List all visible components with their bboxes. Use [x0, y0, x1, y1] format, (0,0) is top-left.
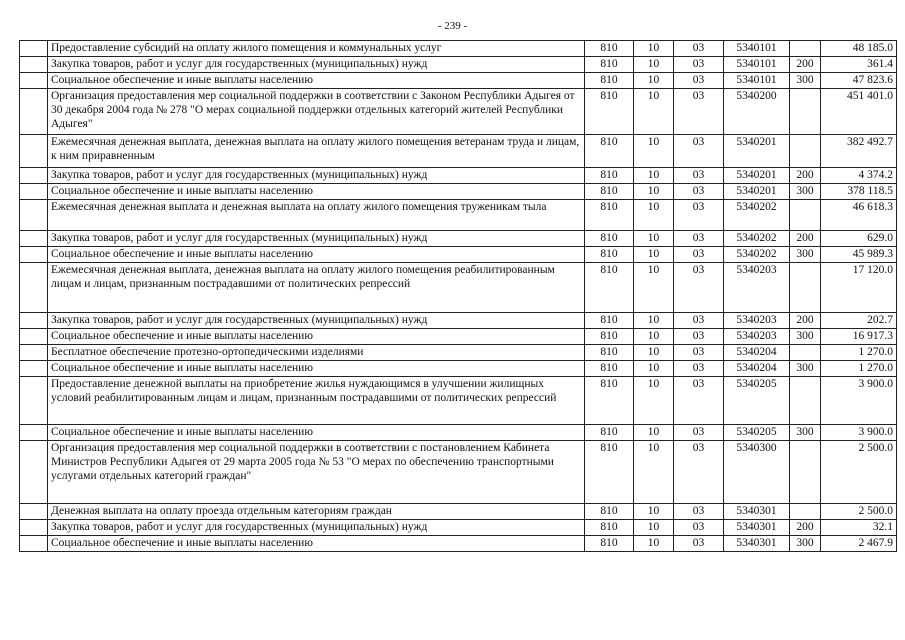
amount-cell: 46 618.3 — [821, 200, 897, 231]
row-marker-cell — [20, 57, 48, 73]
target-article-cell: 5340202 — [724, 247, 790, 263]
expense-type-cell: 300 — [790, 361, 821, 377]
subsection-code-cell: 03 — [674, 57, 724, 73]
expense-type-cell: 300 — [790, 425, 821, 441]
amount-cell: 3 900.0 — [821, 377, 897, 425]
expense-type-cell: 200 — [790, 313, 821, 329]
target-article-cell: 5340101 — [724, 41, 790, 57]
section-code-cell: 10 — [634, 441, 674, 504]
row-name-cell: Денежная выплата на оплату проезда отдельным категориям граждан — [48, 504, 585, 520]
row-name-cell: Закупка товаров, работ и услуг для государственных (муниципальных) нужд — [48, 313, 585, 329]
amount-cell: 1 270.0 — [821, 345, 897, 361]
target-article-cell: 5340301 — [724, 536, 790, 552]
row-marker-cell — [20, 200, 48, 231]
row-marker-cell — [20, 425, 48, 441]
subsection-code-cell: 03 — [674, 89, 724, 135]
row-marker-cell — [20, 377, 48, 425]
ved-code-cell: 810 — [585, 247, 634, 263]
row-marker-cell — [20, 73, 48, 89]
ved-code-cell: 810 — [585, 184, 634, 200]
row-name-cell: Закупка товаров, работ и услуг для государственных (муниципальных) нужд — [48, 168, 585, 184]
target-article-cell: 5340204 — [724, 345, 790, 361]
subsection-code-cell: 03 — [674, 345, 724, 361]
expense-type-cell: 200 — [790, 520, 821, 536]
table-row — [20, 247, 897, 263]
target-article-cell: 5340301 — [724, 504, 790, 520]
amount-cell: 47 823.6 — [821, 73, 897, 89]
row-marker-cell — [20, 263, 48, 313]
subsection-code-cell: 03 — [674, 313, 724, 329]
table-row — [20, 184, 897, 200]
row-marker-cell — [20, 89, 48, 135]
row-name-cell: Социальное обеспечение и иные выплаты населению — [48, 425, 585, 441]
amount-cell: 32.1 — [821, 520, 897, 536]
row-name-cell: Предоставление субсидий на оплату жилого помещения и коммунальных услуг — [48, 41, 585, 57]
ved-code-cell: 810 — [585, 263, 634, 313]
amount-cell: 451 401.0 — [821, 89, 897, 135]
ved-code-cell: 810 — [585, 361, 634, 377]
target-article-cell: 5340201 — [724, 135, 790, 168]
target-article-cell: 5340201 — [724, 168, 790, 184]
amount-cell: 48 185.0 — [821, 41, 897, 57]
subsection-code-cell: 03 — [674, 231, 724, 247]
section-code-cell: 10 — [634, 184, 674, 200]
target-article-cell: 5340200 — [724, 89, 790, 135]
ved-code-cell: 810 — [585, 377, 634, 425]
table-row — [20, 89, 897, 135]
amount-cell: 3 900.0 — [821, 425, 897, 441]
table-row — [20, 345, 897, 361]
expense-type-cell — [790, 89, 821, 135]
table-row — [20, 329, 897, 345]
row-marker-cell — [20, 184, 48, 200]
section-code-cell: 10 — [634, 41, 674, 57]
table-row — [20, 168, 897, 184]
row-marker-cell — [20, 329, 48, 345]
amount-cell: 202.7 — [821, 313, 897, 329]
amount-cell: 17 120.0 — [821, 263, 897, 313]
expense-type-cell: 300 — [790, 184, 821, 200]
section-code-cell: 10 — [634, 247, 674, 263]
subsection-code-cell: 03 — [674, 361, 724, 377]
row-name-cell: Закупка товаров, работ и услуг для государственных (муниципальных) нужд — [48, 231, 585, 247]
expense-type-cell: 300 — [790, 73, 821, 89]
amount-cell: 361.4 — [821, 57, 897, 73]
table-row — [20, 135, 897, 168]
ved-code-cell: 810 — [585, 200, 634, 231]
ved-code-cell: 810 — [585, 89, 634, 135]
row-name-cell: Социальное обеспечение и иные выплаты населению — [48, 184, 585, 200]
target-article-cell: 5340204 — [724, 361, 790, 377]
table-row — [20, 200, 897, 231]
section-code-cell: 10 — [634, 345, 674, 361]
subsection-code-cell: 03 — [674, 536, 724, 552]
ved-code-cell: 810 — [585, 168, 634, 184]
table-row — [20, 231, 897, 247]
section-code-cell: 10 — [634, 329, 674, 345]
row-name-cell: Социальное обеспечение и иные выплаты населению — [48, 536, 585, 552]
table-row — [20, 425, 897, 441]
expense-type-cell: 300 — [790, 329, 821, 345]
expense-type-cell: 200 — [790, 231, 821, 247]
row-name-cell: Организация предоставления мер социальной поддержки в соответствии с постановлением Кабинета Министров Республики Адыгея от 29 марта 2005 года № 53 "О мерах по обеспечению транспортными услугами отдельных категорий граждан" — [48, 441, 585, 504]
expense-type-cell: 300 — [790, 536, 821, 552]
amount-cell: 378 118.5 — [821, 184, 897, 200]
target-article-cell: 5340201 — [724, 184, 790, 200]
section-code-cell: 10 — [634, 520, 674, 536]
expense-type-cell — [790, 200, 821, 231]
target-article-cell: 5340203 — [724, 313, 790, 329]
row-marker-cell — [20, 361, 48, 377]
row-name-cell: Социальное обеспечение и иные выплаты населению — [48, 361, 585, 377]
row-name-cell: Закупка товаров, работ и услуг для государственных (муниципальных) нужд — [48, 520, 585, 536]
row-name-cell: Ежемесячная денежная выплата и денежная выплата на оплату жилого помещения труженикам тыла — [48, 200, 585, 231]
expense-type-cell — [790, 504, 821, 520]
target-article-cell: 5340205 — [724, 377, 790, 425]
row-name-cell: Организация предоставления мер социальной поддержки в соответствии с Законом Республики Адыгея от 30 декабря 2004 года № 278 "О мерах социальной поддержки отдельных категорий жителей Республики Адыгея" — [48, 89, 585, 135]
target-article-cell: 5340202 — [724, 231, 790, 247]
amount-cell: 45 989.3 — [821, 247, 897, 263]
section-code-cell: 10 — [634, 313, 674, 329]
ved-code-cell: 810 — [585, 536, 634, 552]
amount-cell: 1 270.0 — [821, 361, 897, 377]
section-code-cell: 10 — [634, 425, 674, 441]
section-code-cell: 10 — [634, 200, 674, 231]
subsection-code-cell: 03 — [674, 135, 724, 168]
expense-type-cell — [790, 135, 821, 168]
ved-code-cell: 810 — [585, 41, 634, 57]
target-article-cell: 5340101 — [724, 73, 790, 89]
section-code-cell: 10 — [634, 73, 674, 89]
row-name-cell: Социальное обеспечение и иные выплаты населению — [48, 247, 585, 263]
row-marker-cell — [20, 231, 48, 247]
expense-type-cell: 200 — [790, 168, 821, 184]
section-code-cell: 10 — [634, 57, 674, 73]
expense-type-cell — [790, 263, 821, 313]
table-row — [20, 57, 897, 73]
amount-cell: 629.0 — [821, 231, 897, 247]
row-name-cell: Бесплатное обеспечение протезно-ортопедическими изделиями — [48, 345, 585, 361]
row-marker-cell — [20, 313, 48, 329]
table-row — [20, 441, 897, 504]
subsection-code-cell: 03 — [674, 263, 724, 313]
ved-code-cell: 810 — [585, 441, 634, 504]
ved-code-cell: 810 — [585, 73, 634, 89]
target-article-cell: 5340203 — [724, 263, 790, 313]
row-marker-cell — [20, 520, 48, 536]
section-code-cell: 10 — [634, 377, 674, 425]
subsection-code-cell: 03 — [674, 425, 724, 441]
table-row — [20, 41, 897, 57]
row-marker-cell — [20, 441, 48, 504]
target-article-cell: 5340202 — [724, 200, 790, 231]
ved-code-cell: 810 — [585, 504, 634, 520]
section-code-cell: 10 — [634, 135, 674, 168]
row-marker-cell — [20, 135, 48, 168]
amount-cell: 4 374.2 — [821, 168, 897, 184]
ved-code-cell: 810 — [585, 520, 634, 536]
table-row — [20, 377, 897, 425]
ved-code-cell: 810 — [585, 135, 634, 168]
subsection-code-cell: 03 — [674, 168, 724, 184]
subsection-code-cell: 03 — [674, 41, 724, 57]
row-name-cell: Ежемесячная денежная выплата, денежная выплата на оплату жилого помещения ветеранам труда и лицам, к ним приравненным — [48, 135, 585, 168]
ved-code-cell: 810 — [585, 57, 634, 73]
row-marker-cell — [20, 168, 48, 184]
ved-code-cell: 810 — [585, 329, 634, 345]
target-article-cell: 5340301 — [724, 520, 790, 536]
row-name-cell: Предоставление денежной выплаты на приобретение жилья нуждающимся в улучшении жилищных условий реабилитированным лицам и лицам, признанным пострадавшими от политических репрессий — [48, 377, 585, 425]
amount-cell: 382 492.7 — [821, 135, 897, 168]
ved-code-cell: 810 — [585, 313, 634, 329]
subsection-code-cell: 03 — [674, 504, 724, 520]
row-marker-cell — [20, 41, 48, 57]
table-row — [20, 73, 897, 89]
row-name-cell: Ежемесячная денежная выплата, денежная выплата на оплату жилого помещения реабилитированным лицам и лицам, признанным пострадавшими от политических репрессий — [48, 263, 585, 313]
table-row — [20, 313, 897, 329]
expense-type-cell — [790, 41, 821, 57]
row-name-cell: Социальное обеспечение и иные выплаты населению — [48, 329, 585, 345]
target-article-cell: 5340203 — [724, 329, 790, 345]
amount-cell: 16 917.3 — [821, 329, 897, 345]
row-name-cell: Закупка товаров, работ и услуг для государственных (муниципальных) нужд — [48, 57, 585, 73]
row-marker-cell — [20, 247, 48, 263]
page-number: - 239 - — [437, 20, 468, 32]
amount-cell: 2 467.9 — [821, 536, 897, 552]
row-marker-cell — [20, 504, 48, 520]
amount-cell: 2 500.0 — [821, 441, 897, 504]
ved-code-cell: 810 — [585, 345, 634, 361]
subsection-code-cell: 03 — [674, 200, 724, 231]
section-code-cell: 10 — [634, 231, 674, 247]
subsection-code-cell: 03 — [674, 73, 724, 89]
section-code-cell: 10 — [634, 536, 674, 552]
section-code-cell: 10 — [634, 361, 674, 377]
expense-type-cell — [790, 377, 821, 425]
subsection-code-cell: 03 — [674, 520, 724, 536]
subsection-code-cell: 03 — [674, 377, 724, 425]
table-row — [20, 536, 897, 552]
subsection-code-cell: 03 — [674, 441, 724, 504]
table-row — [20, 520, 897, 536]
expense-type-cell — [790, 345, 821, 361]
subsection-code-cell: 03 — [674, 247, 724, 263]
target-article-cell: 5340101 — [724, 57, 790, 73]
row-marker-cell — [20, 536, 48, 552]
target-article-cell: 5340205 — [724, 425, 790, 441]
row-name-cell: Социальное обеспечение и иные выплаты населению — [48, 73, 585, 89]
amount-cell: 2 500.0 — [821, 504, 897, 520]
row-marker-cell — [20, 345, 48, 361]
expense-type-cell — [790, 441, 821, 504]
section-code-cell: 10 — [634, 504, 674, 520]
budget-table — [19, 40, 897, 552]
ved-code-cell: 810 — [585, 425, 634, 441]
expense-type-cell: 200 — [790, 57, 821, 73]
subsection-code-cell: 03 — [674, 184, 724, 200]
ved-code-cell: 810 — [585, 231, 634, 247]
table-row — [20, 361, 897, 377]
subsection-code-cell: 03 — [674, 329, 724, 345]
table-row — [20, 263, 897, 313]
section-code-cell: 10 — [634, 263, 674, 313]
section-code-cell: 10 — [634, 168, 674, 184]
target-article-cell: 5340300 — [724, 441, 790, 504]
expense-type-cell: 300 — [790, 247, 821, 263]
section-code-cell: 10 — [634, 89, 674, 135]
table-row — [20, 504, 897, 520]
